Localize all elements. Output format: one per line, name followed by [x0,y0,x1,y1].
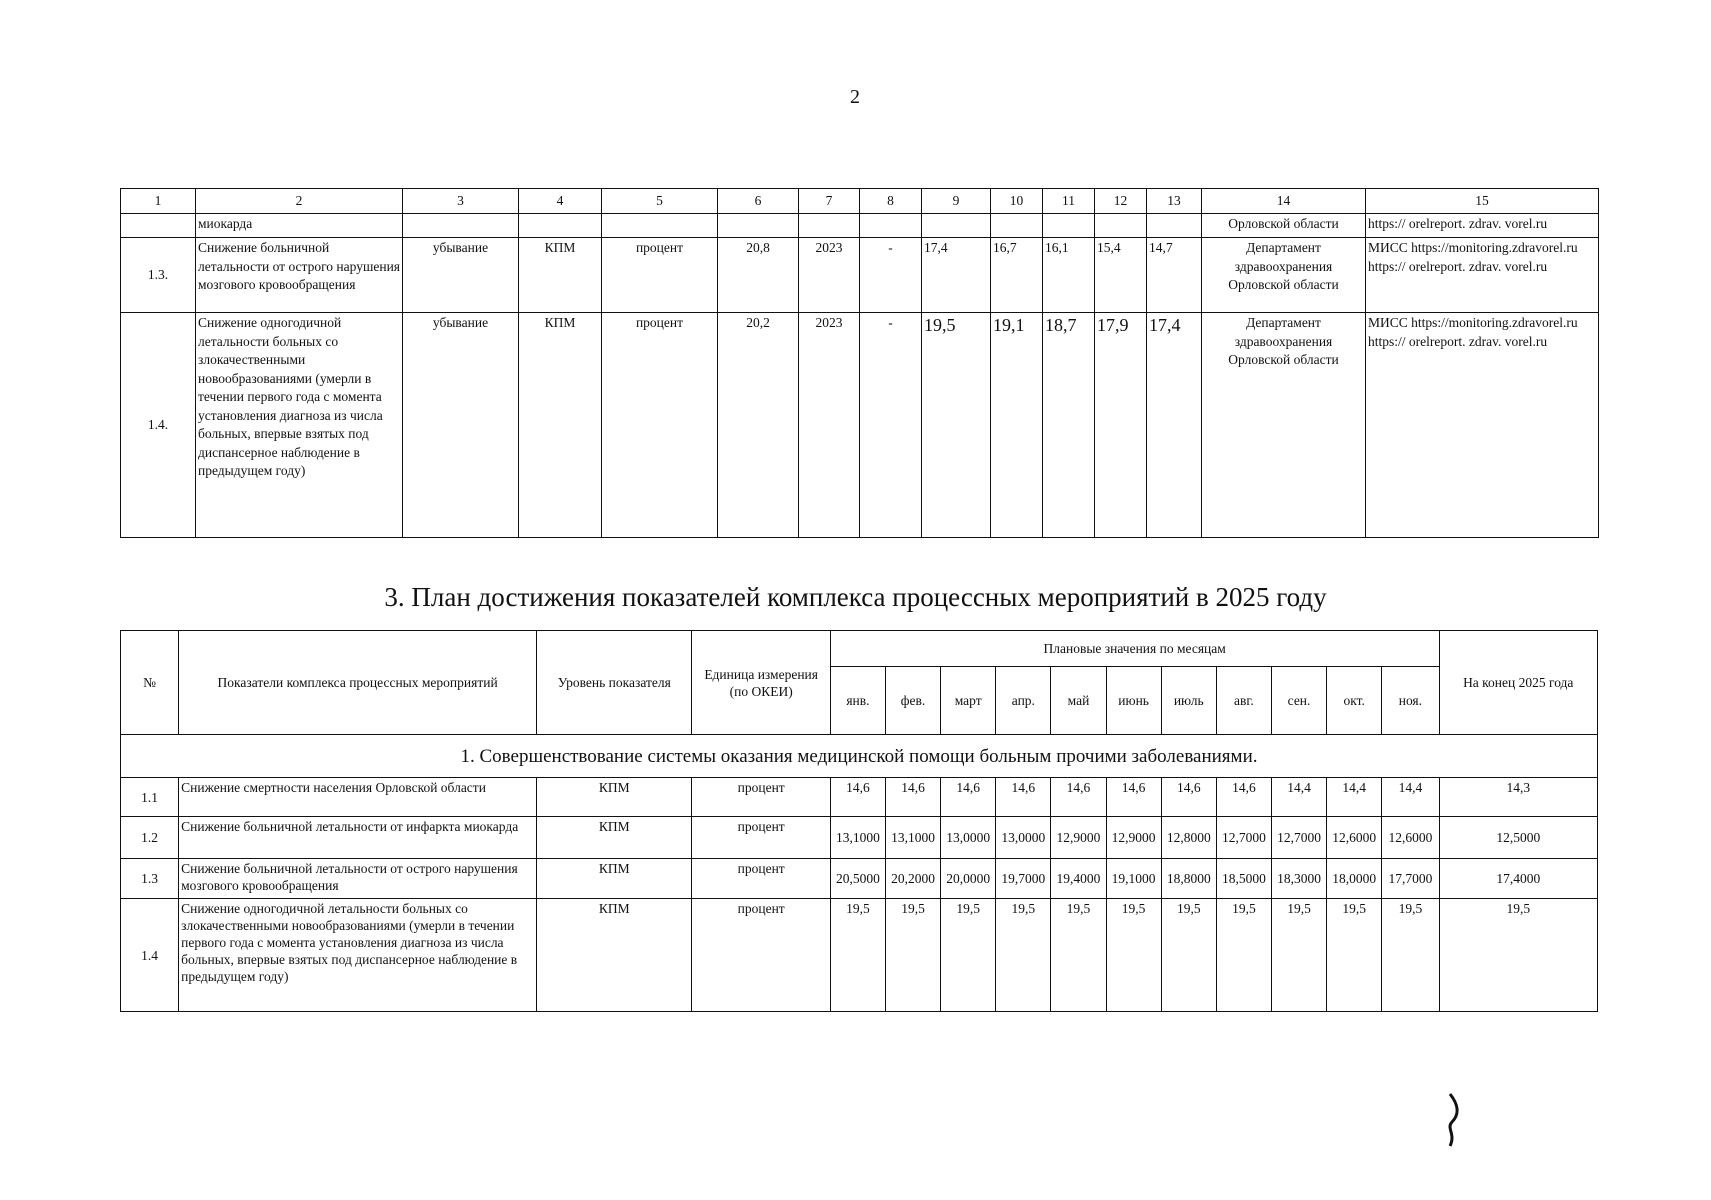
year-end-value: 17,4000 [1439,859,1598,899]
row-number [121,214,196,238]
month-value: 14,4 [1327,778,1382,817]
month-value: 19,7000 [996,859,1051,899]
group-row [121,735,1598,778]
value [991,214,1043,238]
col-num: 10 [991,189,1043,214]
year-end-value: 19,5 [1439,899,1598,1012]
unit: процент [692,859,830,899]
value: 16,7 [991,238,1043,313]
row-number: 1.3. [121,238,196,313]
column-number-row [121,189,1599,214]
month-value: 14,4 [1382,778,1439,817]
value: 17,4 [1147,313,1202,538]
header-no: № [121,631,179,735]
month-value: 12,9000 [1051,817,1106,859]
header-plan: Плановые значения по месяцам [830,631,1439,667]
month-value: 20,0000 [941,859,996,899]
base-year: 2023 [799,238,860,313]
base-value [718,214,799,238]
month-value: 13,1000 [885,817,940,859]
unit: процент [692,778,830,817]
month-value: 12,7000 [1271,817,1326,859]
page-number: 2 [850,86,860,108]
info-system: МИСС https://monitoring.zdravorel.ru https:// orelreport. zdrav. vorel.ru [1366,238,1599,313]
responsible: Департамент здравоохранения Орловской области [1202,313,1366,538]
col-num: 3 [403,189,519,214]
level [519,214,602,238]
col-8 [860,214,922,238]
month-value: 12,6000 [1327,817,1382,859]
month-header: июль [1161,667,1216,735]
month-value: 19,5 [996,899,1051,1012]
indicator-name: Снижение одногодичной летальности больных со злокачественными новообразованиями (умерли в течении первого года с момента установления диагноза из числа больных, впервые взятых под диспансерное наблюдение в предыдущем году) [179,899,537,1012]
indicator-name: Снижение больничной летальности от инфаркта миокарда [179,817,537,859]
col-num: 5 [602,189,718,214]
month-value: 18,8000 [1161,859,1216,899]
header-unit: Единица измерения (по ОКЕИ) [692,631,830,735]
row-number: 1.3 [121,859,179,899]
col-8: - [860,238,922,313]
col-num: 2 [196,189,403,214]
month-value: 12,9000 [1106,817,1161,859]
row-number: 1.4 [121,899,179,1012]
month-header: март [941,667,996,735]
info-system: МИСС https://monitoring.zdravorel.ru https:// orelreport. zdrav. vorel.ru [1366,313,1599,538]
col-num: 15 [1366,189,1599,214]
header-name: Показатели комплекса процессных мероприятий [179,631,537,735]
header-level: Уровень показателя [537,631,692,735]
value: 15,4 [1095,238,1147,313]
col-num: 9 [922,189,991,214]
month-value: 19,1000 [1106,859,1161,899]
month-value: 14,6 [996,778,1051,817]
month-value: 14,6 [1161,778,1216,817]
indicator-name: Снижение больничной летальности от острого нарушения мозгового кровообращения [179,859,537,899]
col-num: 4 [519,189,602,214]
responsible: Орловской области [1202,214,1366,238]
section-title: 3. План достижения показателей комплекса процессных мероприятий в 2025 году [384,582,1327,612]
month-value: 18,5000 [1216,859,1271,899]
month-value: 14,6 [830,778,885,817]
month-value: 19,5 [1051,899,1106,1012]
month-value: 13,0000 [996,817,1051,859]
col-8: - [860,313,922,538]
year-end-value: 14,3 [1439,778,1598,817]
unit: процент [692,817,830,859]
indicators-table-continued [120,188,1599,538]
month-value: 17,7000 [1382,859,1439,899]
indicator-name: Снижение смертности населения Орловской области [179,778,537,817]
value [1147,214,1202,238]
month-value: 14,6 [1051,778,1106,817]
month-header: янв. [830,667,885,735]
value [922,214,991,238]
value: 14,7 [1147,238,1202,313]
year-end-value: 12,5000 [1439,817,1598,859]
month-value: 18,0000 [1327,859,1382,899]
month-value: 14,6 [885,778,940,817]
month-header: апр. [996,667,1051,735]
month-header: окт. [1327,667,1382,735]
level: КПМ [519,238,602,313]
value: 19,5 [922,313,991,538]
month-value: 19,5 [1161,899,1216,1012]
value [1095,214,1147,238]
level: КПМ [537,899,692,1012]
row-number: 1.2 [121,817,179,859]
col-num: 14 [1202,189,1366,214]
direction [403,214,519,238]
unit: процент [692,899,830,1012]
value: 18,7 [1043,313,1095,538]
signature-mark [1430,1090,1470,1150]
table-row [121,313,1599,538]
col-num: 6 [718,189,799,214]
month-value: 19,5 [1382,899,1439,1012]
month-value: 20,5000 [830,859,885,899]
month-value: 12,6000 [1382,817,1439,859]
col-num: 7 [799,189,860,214]
table-row [121,214,1599,238]
col-num: 11 [1043,189,1095,214]
indicator-name: миокарда [196,214,403,238]
col-num: 1 [121,189,196,214]
value [1043,214,1095,238]
direction: убывание [403,238,519,313]
month-value: 12,7000 [1216,817,1271,859]
base-value: 20,8 [718,238,799,313]
direction: убывание [403,313,519,538]
month-header: ноя. [1382,667,1439,735]
month-value: 14,6 [1106,778,1161,817]
month-value: 14,4 [1271,778,1326,817]
table-row [121,859,1598,899]
month-header: сен. [1271,667,1326,735]
month-value: 19,5 [1216,899,1271,1012]
col-num: 12 [1095,189,1147,214]
month-value: 19,5 [830,899,885,1012]
plan-table [120,630,1598,1012]
base-value: 20,2 [718,313,799,538]
month-value: 13,0000 [941,817,996,859]
col-num: 13 [1147,189,1202,214]
month-header: авг. [1216,667,1271,735]
month-value: 19,5 [1106,899,1161,1012]
table-row [121,817,1598,859]
unit [602,214,718,238]
group-title: 1. Совершенствование системы оказания медицинской помощи больным прочими заболеваниями. [121,735,1598,778]
month-value: 19,5 [1271,899,1326,1012]
level: КПМ [519,313,602,538]
month-value: 20,2000 [885,859,940,899]
col-num: 8 [860,189,922,214]
table-row [121,778,1598,817]
indicator-name: Снижение одногодичной летальности больных со злокачественными новообразованиями (умерли в течении первого года с момента установления диагноза из числа больных, впервые взятых под диспансерное наблюдение в предыдущем году) [196,313,403,538]
month-header: фев. [885,667,940,735]
base-year [799,214,860,238]
month-value: 14,6 [941,778,996,817]
row-number: 1.4. [121,313,196,538]
month-value: 19,4000 [1051,859,1106,899]
value: 17,9 [1095,313,1147,538]
header-year-end: На конец 2025 года [1439,631,1598,735]
table-row [121,899,1598,1012]
info-system: https:// orelreport. zdrav. vorel.ru [1366,214,1599,238]
level: КПМ [537,859,692,899]
month-value: 14,6 [1216,778,1271,817]
header-row [121,631,1598,667]
responsible: Департамент здравоохранения Орловской области [1202,238,1366,313]
month-header: июнь [1106,667,1161,735]
month-value: 19,5 [1327,899,1382,1012]
base-year: 2023 [799,313,860,538]
value: 17,4 [922,238,991,313]
month-value: 12,8000 [1161,817,1216,859]
table-row [121,238,1599,313]
value: 16,1 [1043,238,1095,313]
month-value: 18,3000 [1271,859,1326,899]
unit: процент [602,238,718,313]
indicator-name: Снижение больничной летальности от острого нарушения мозгового кровообращения [196,238,403,313]
value: 19,1 [991,313,1043,538]
row-number: 1.1 [121,778,179,817]
month-value: 13,1000 [830,817,885,859]
unit: процент [602,313,718,538]
month-value: 19,5 [941,899,996,1012]
level: КПМ [537,778,692,817]
month-value: 19,5 [885,899,940,1012]
month-header: май [1051,667,1106,735]
level: КПМ [537,817,692,859]
